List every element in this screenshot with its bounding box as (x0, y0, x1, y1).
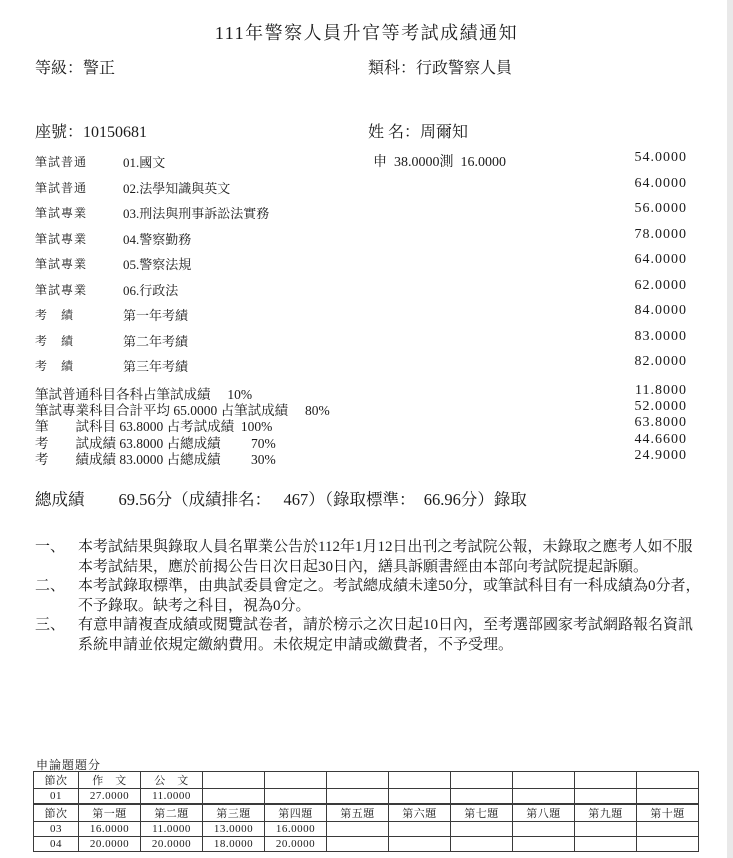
essay-cell: 27.0000 (79, 789, 141, 804)
essay-cell (389, 789, 451, 804)
score-category: 筆試專業 (35, 257, 88, 271)
essay-cell: 03 (34, 821, 79, 836)
essay-cell: 13.0000 (203, 821, 265, 836)
score-category: 筆試專業 (35, 206, 88, 220)
summary-row (0, 448, 733, 465)
category-field (368, 55, 512, 78)
essay-cell (575, 789, 637, 804)
summary-label: 考 試成績 63.8000 占總成績 70% (35, 436, 276, 451)
score-row (0, 175, 733, 195)
summary-label: 筆試專業科目合計平均 65.0000 占筆試成績 80% (35, 403, 330, 418)
summary-row (0, 432, 733, 449)
essay-cell (513, 789, 575, 804)
summary-score: 63.8000 (634, 415, 687, 430)
notes-section (35, 538, 701, 655)
score-category: 筆試普通 (35, 155, 88, 169)
essay-cell (203, 789, 265, 804)
essay-header-row (34, 804, 699, 822)
essay-cell: 第四題 (265, 804, 327, 822)
score-value: 83.0000 (634, 329, 687, 344)
score-row (0, 149, 733, 169)
essay-cell: 16.0000 (265, 821, 327, 836)
essay-cell (637, 821, 699, 836)
essay-cell (265, 772, 327, 789)
total-score-label: 總成績 (35, 490, 85, 509)
essay-cell (637, 789, 699, 804)
score-row (0, 251, 733, 271)
grade-label: 等級： (35, 60, 84, 77)
essay-cell: 第三題 (203, 804, 265, 822)
summary-score: 24.9000 (634, 448, 687, 463)
essay-cell: 第八題 (513, 804, 575, 822)
name-label: 姓 名： (368, 124, 421, 141)
category-value: 行政警察人員 (416, 60, 513, 77)
note-marker: 三、 (35, 617, 66, 633)
subscore-detail: 申 38.0000測 16.0000 (373, 155, 506, 170)
essay-cell: 04 (34, 836, 79, 851)
essay-cell: 節次 (34, 772, 79, 789)
essay-cell (389, 836, 451, 851)
score-category: 考 績 (35, 308, 75, 322)
essay-cell: 節次 (34, 804, 79, 822)
score-subject: 第一年考績 (123, 308, 189, 323)
essay-data-row (34, 836, 699, 851)
essay-cell: 第二題 (141, 804, 203, 822)
essay-cell: 作 文 (79, 772, 141, 789)
essay-cell (575, 772, 637, 789)
essay-cell: 第九題 (575, 804, 637, 822)
score-subject: 第三年考績 (123, 359, 189, 374)
score-category: 筆試專業 (35, 283, 88, 297)
score-value: 78.0000 (634, 227, 687, 242)
document-title: 111年警察人員升官等考試成績通知 (214, 23, 519, 43)
seat-number-label: 座號： (35, 124, 84, 141)
essay-header-row (34, 772, 699, 789)
score-subject: 02.法學知識與英文 (123, 181, 231, 196)
essay-cell: 第十題 (637, 804, 699, 822)
essay-data-row (34, 821, 699, 836)
score-value: 62.0000 (634, 278, 687, 293)
essay-cell (451, 821, 513, 836)
summary-score: 44.6600 (634, 432, 687, 447)
score-subject: 03.刑法與刑事訴訟法實務 (123, 206, 270, 221)
summary-score: 11.8000 (635, 383, 687, 398)
essay-cell (451, 772, 513, 789)
essay-cell (327, 772, 389, 789)
essay-cell: 20.0000 (265, 836, 327, 851)
note-item (35, 538, 701, 577)
essay-data-row (34, 789, 699, 804)
note-item (35, 577, 701, 616)
summary-row (0, 383, 733, 400)
score-subject: 第二年考績 (123, 334, 189, 349)
essay-cell (513, 772, 575, 789)
essay-cell (389, 821, 451, 836)
note-item (35, 616, 701, 655)
score-subject: 01.國文 (123, 155, 166, 170)
score-value: 56.0000 (634, 201, 687, 216)
essay-cell: 11.0000 (141, 789, 203, 804)
essay-cell (513, 821, 575, 836)
score-value: 84.0000 (634, 303, 687, 318)
category-label: 類科： (368, 60, 417, 77)
essay-cell: 20.0000 (79, 836, 141, 851)
essay-cell (265, 789, 327, 804)
summary-score: 52.0000 (634, 399, 687, 414)
score-subject: 04.警察勤務 (123, 232, 192, 247)
summary-label: 筆試普通科目各科占筆試成績 10% (35, 387, 253, 402)
score-category: 筆試普通 (35, 181, 88, 195)
summary-row (0, 399, 733, 416)
essay-cell (327, 836, 389, 851)
essay-cell: 第七題 (451, 804, 513, 822)
essay-cell (575, 821, 637, 836)
note-marker: 二、 (35, 578, 66, 594)
score-row (0, 277, 733, 297)
score-category: 考 績 (35, 359, 75, 373)
essay-cell (513, 836, 575, 851)
summary-row (0, 415, 733, 432)
essay-cell: 第五題 (327, 804, 389, 822)
summary-label: 考 績成績 83.0000 占總成績 30% (35, 452, 276, 467)
essay-cell: 公 文 (141, 772, 203, 789)
grade-field (35, 55, 115, 78)
score-category: 筆試專業 (35, 232, 88, 246)
essay-cell: 11.0000 (141, 821, 203, 836)
essay-cell (327, 789, 389, 804)
essay-cell (451, 836, 513, 851)
total-score-row (35, 486, 527, 510)
note-marker: 一、 (35, 539, 66, 555)
essay-cell (451, 789, 513, 804)
score-row (0, 302, 733, 322)
essay-cell (389, 772, 451, 789)
score-subject: 06.行政法 (123, 283, 179, 298)
score-value: 64.0000 (634, 252, 687, 267)
score-value: 82.0000 (634, 354, 687, 369)
essay-cell (637, 772, 699, 789)
score-subject: 05.警察法規 (123, 257, 192, 272)
essay-table-caption: 申論題題分 (36, 758, 102, 772)
essay-cell (575, 836, 637, 851)
seat-number-value: 10150681 (83, 124, 148, 141)
essay-cell: 01 (34, 789, 79, 804)
essay-cell (203, 772, 265, 789)
essay-cell: 16.0000 (79, 821, 141, 836)
essay-cell (327, 821, 389, 836)
score-category: 考 績 (35, 334, 75, 348)
score-value: 54.0000 (634, 150, 687, 165)
name-value: 周爾知 (420, 124, 469, 141)
essay-cell: 20.0000 (141, 836, 203, 851)
essay-cell: 第六題 (389, 804, 451, 822)
score-row (0, 200, 733, 220)
total-score-value: 69.56分（成績排名： 467）（錄取標準： 66.96分）錄取 (118, 490, 527, 509)
note-text: 有意申請複查成績或閱覽試卷者，請於榜示之次日起10日內，至考選部國家考試網路報名資訊系統申請並依規定繳納費用。未依規定申請或繳費者，不予受理。 (78, 617, 694, 653)
note-text: 本考試結果與錄取人員名單業公告於112年1月12日出刊之考試院公報，未錄取之應考人如不服本考試結果，應於前揭公告日次日起30日內，繕具訴願書經由本部向考試院提起訴願。 (78, 539, 693, 575)
essay-cell (637, 836, 699, 851)
score-value: 64.0000 (634, 176, 687, 191)
essay-cell: 第一題 (79, 804, 141, 822)
seat-number-field (35, 119, 147, 142)
grade-value: 警正 (83, 60, 116, 77)
score-row (0, 353, 733, 373)
essay-cell: 18.0000 (203, 836, 265, 851)
score-row (0, 328, 733, 348)
summary-label: 筆 試科目 63.8000 占考試成績 100% (35, 419, 273, 434)
score-row (0, 226, 733, 246)
name-field (368, 119, 468, 142)
note-text: 本考試錄取標準，由典試委員會定之。考試總成績未達50分，或筆試科目有一科成績為0分者，不予錄取。缺考之科目，視為0分。 (78, 578, 701, 614)
essay-score-table (33, 771, 699, 852)
